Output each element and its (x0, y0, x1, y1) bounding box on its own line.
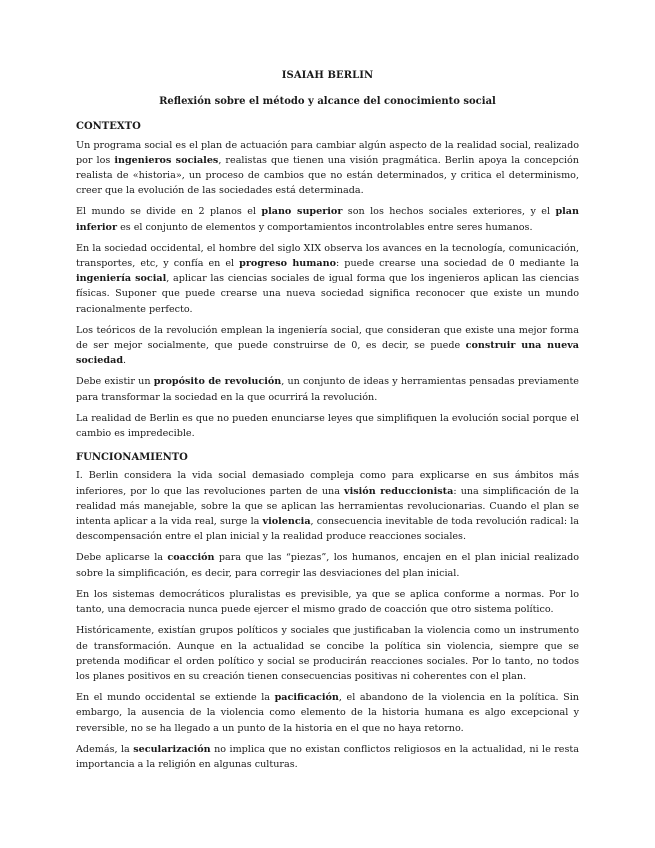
text-run: no implica que no existan conflictos religiosos en la actualidad, ni le resta importancia a la religión en algunas culturas. (76, 743, 579, 770)
emphasized-term: coacción (167, 552, 215, 564)
text-run: Debe aplicarse la (76, 552, 168, 564)
emphasized-term: pacificación (274, 692, 339, 704)
paragraph (76, 323, 579, 369)
paragraph (76, 742, 579, 772)
text-run: , aplicar las ciencias sociales de igual forma que los ingenieros aplican las ciencias físicas. Suponer que puede crearse una nueva sociedad significa reconocer que existe un mundo racionalmente perfecto. (76, 273, 580, 315)
paragraph (76, 468, 579, 544)
text-run: : una simplificación de la realidad más manejable, sobre la que se aplican las herramientas revolucionarias. Cuando el plan se intenta aplicar a la vida real, surge la (76, 485, 579, 528)
text-run: , un conjunto de ideas y herramientas pensadas previamente para transformar la sociedad en la que ocurrirá la revolución. (76, 376, 579, 403)
paragraph (76, 241, 579, 317)
text-run: La realidad de Berlin es que no pueden enunciarse leyes que simplifiquen la evolución social porque el cambio es impredecible. (76, 412, 579, 440)
text-run: El mundo se divide en 2 planos el (76, 206, 262, 218)
emphasized-term: ingeniería social (76, 273, 167, 285)
text-run: I. Berlin considera la vida social demasiado compleja como para explicarse en sus ámbitos más inferiores, por lo que las revoluciones parten de una (76, 470, 579, 497)
text-run: : puede crearse una sociedad de 0 mediante la (336, 258, 579, 270)
paragraph (76, 587, 579, 617)
text-run: Debe existir un (76, 376, 154, 388)
text-run: En el mundo occidental se extiende la (76, 692, 275, 704)
emphasized-term: violencia (262, 516, 311, 528)
text-run: , realistas que tienen una visión pragmática. Berlin apoya la concepción realista de «historia», un proceso de cambios que no están determinados, y critica el determinismo, creer que la evolución de las sociedades está determinada. (76, 154, 579, 197)
paragraph (76, 690, 579, 736)
emphasized-term: ingenieros sociales (114, 154, 219, 166)
text-run: para que las “piezas”, los humanos, encajen en el plan inicial realizado sobre la simplificación, es decir, para corregir las desviaciones del plan inicial. (76, 552, 579, 579)
paragraph (76, 550, 579, 580)
emphasized-term: progreso humano (239, 258, 337, 270)
text-run: En la sociedad occidental, el hombre del siglo XIX observa los avances en la tecnología, comunicación, transportes, etc, y confía en el (76, 242, 579, 270)
text-run: son los hechos sociales exteriores, y el (342, 206, 556, 218)
text-run: Un programa social es el plan de actuación para cambiar algún aspecto de la realidad social, realizado por los (76, 139, 579, 166)
text-run: . (123, 355, 127, 367)
section-contexto (76, 119, 579, 441)
text-run: Históricamente, existían grupos políticos y sociales que justificaban la violencia como un instrumento de transformación. Aunque en la actualidad se concibe la política sin violencia, siempre que se pretenda modificar el orden político y social se producirán reacciones sociales. Por lo tanto, no todos los planes positivos en su creación tienen consecuencias positivas ni coherentes con el plan. (76, 625, 579, 682)
text-run: , el abandono de la violencia en la política. Sin embargo, la ausencia de la violencia como elemento de la historia humana es algo excepcional y reversible, no se ha llegado a un punto de la historia en el que no haya retorno. (76, 692, 579, 734)
section-funcionamiento (76, 450, 579, 772)
document-title: ISAIAH BERLIN (281, 70, 374, 81)
text-run: Además, la (76, 743, 134, 755)
paragraph (76, 204, 579, 234)
emphasized-term: construir una nueva sociedad (76, 340, 580, 367)
document-subtitle: Reflexión sobre el método y alcance del conocimiento social (159, 96, 496, 108)
emphasized-term: plan inferior (76, 206, 579, 233)
paragraph (76, 138, 579, 199)
paragraph (76, 411, 579, 441)
text-run: , consecuencia inevitable de toda revolución radical: la descompensación entre el plan inicial y la realidad produce reacciones sociales. (76, 516, 579, 543)
section-heading: FUNCIONAMIENTO (76, 452, 188, 464)
paragraph (76, 374, 579, 404)
paragraph (76, 623, 579, 684)
emphasized-term: secularización (133, 743, 211, 755)
section-heading: CONTEXTO (76, 121, 141, 133)
text-run: es el conjunto de elementos y comportamientos incontrolables entre seres humanos. (117, 221, 533, 233)
emphasized-term: visión reduccionista (344, 485, 454, 497)
emphasized-term: propósito de revolución (153, 376, 282, 388)
emphasized-term: plano superior (261, 206, 343, 218)
text-run: Los teóricos de la revolución emplean la ingeniería social, que consideran que existe una mejor forma de ser mejor socialmente, que puede construirse de 0, es decir, se puede (76, 324, 579, 352)
text-run: En los sistemas democráticos pluralistas es previsible, ya que se aplica conforme a normas. Por lo tanto, una democracia nunca puede ejercer el mismo grado de coacción que otro sistema político. (76, 588, 579, 616)
